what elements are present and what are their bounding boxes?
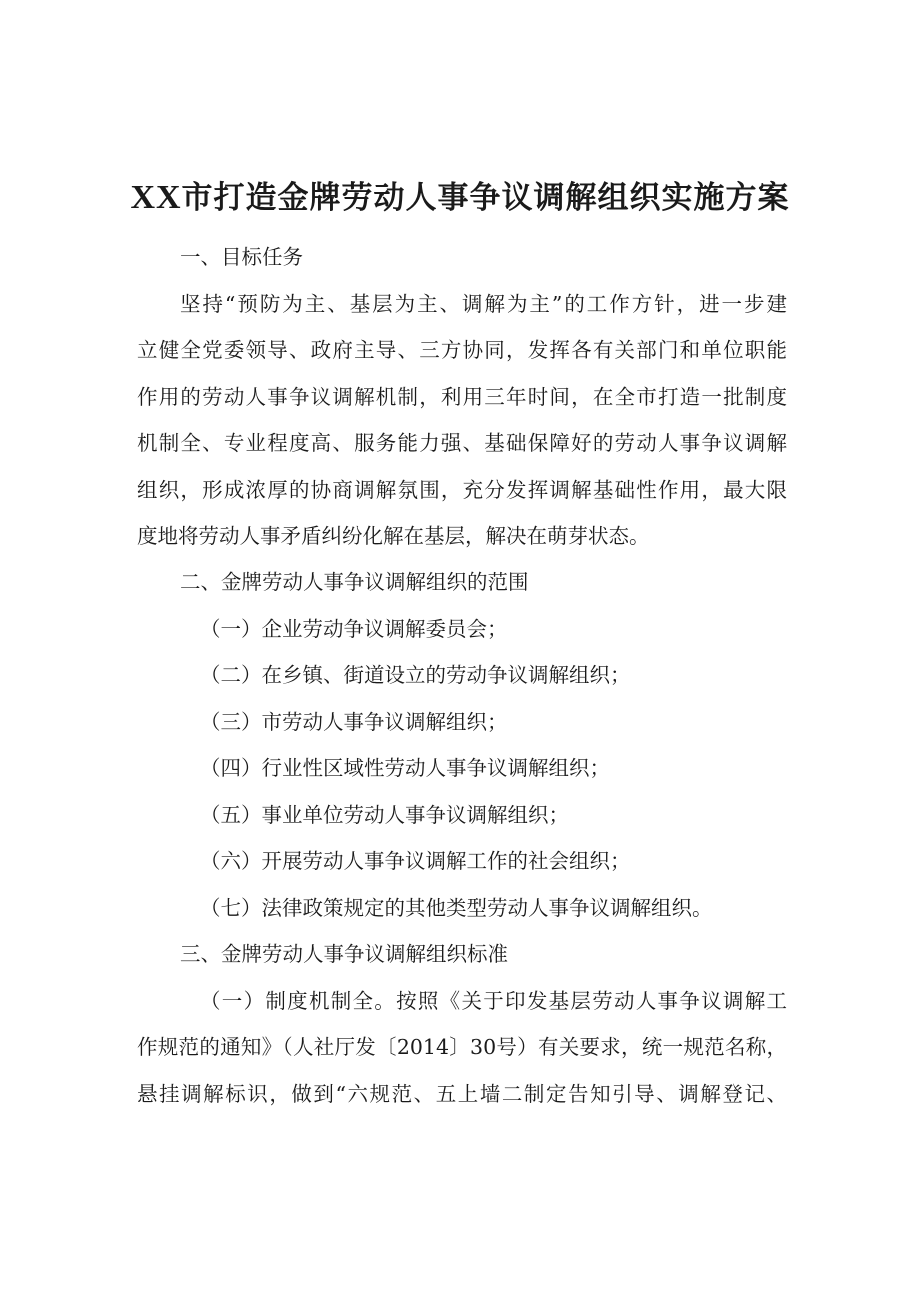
section3-paragraph-line: 悬挂调解标识，做到“六规范、五上墙二制定告知引导、调解登记、 xyxy=(137,1082,787,1106)
section1-paragraph-line: 机制全、专业程度高、服务能力强、基础保障好的劳动人事争议调解 xyxy=(137,431,787,455)
section3-paragraph-line: （一）制度机制全。按照《关于印发基层劳动人事争议调解工 xyxy=(200,989,787,1013)
section2-list-item: （四）行业性区域性劳动人事争议调解组织； xyxy=(200,756,610,780)
section1-paragraph-line: 立健全党委领导、政府主导、三方协同，发挥各有关部门和单位职能 xyxy=(137,338,787,362)
section2-list-item: （六）开展劳动人事争议调解工作的社会组织； xyxy=(200,849,631,873)
section1-paragraph-line: 度地将劳动人事矛盾纠纷化解在基层，解决在萌芽状态。 xyxy=(137,524,650,548)
section2-list-item: （二）在乡镇、街道设立的劳动争议调解组织； xyxy=(200,663,631,687)
title-text: 市打造金牌劳动人事争议调解组织实施方案 xyxy=(181,180,790,216)
section1-heading: 一、目标任务 xyxy=(180,245,303,269)
section2-list-item: （一）企业劳动争议调解委员会； xyxy=(200,617,508,641)
section3-heading: 三、金牌劳动人事争议调解组织标准 xyxy=(180,942,508,966)
section1-paragraph-line: 坚持“预防为主、基层为主、调解为主”的工作方针，进一步建 xyxy=(180,292,787,316)
section1-paragraph-line: 组织，形成浓厚的协商调解氛围，充分发挥调解基础性作用，最大限 xyxy=(137,478,787,502)
section2-heading: 二、金牌劳动人事争议调解组织的范围 xyxy=(180,570,529,594)
section3-paragraph-line: 作规范的通知》（人社厅发〔2014〕30号）有关要求，统一规范名称， xyxy=(137,1035,787,1059)
title-prefix: XX xyxy=(130,179,182,216)
section2-list-item: （五）事业单位劳动人事争议调解组织； xyxy=(200,803,569,827)
section2-list-item: （七）法律政策规定的其他类型劳动人事争议调解组织。 xyxy=(200,896,713,920)
document-title xyxy=(0,178,920,218)
section2-list-item: （三）市劳动人事争议调解组织； xyxy=(200,710,508,734)
section1-paragraph-line: 作用的劳动人事争议调解机制，利用三年时间，在全市打造一批制度 xyxy=(137,385,787,409)
